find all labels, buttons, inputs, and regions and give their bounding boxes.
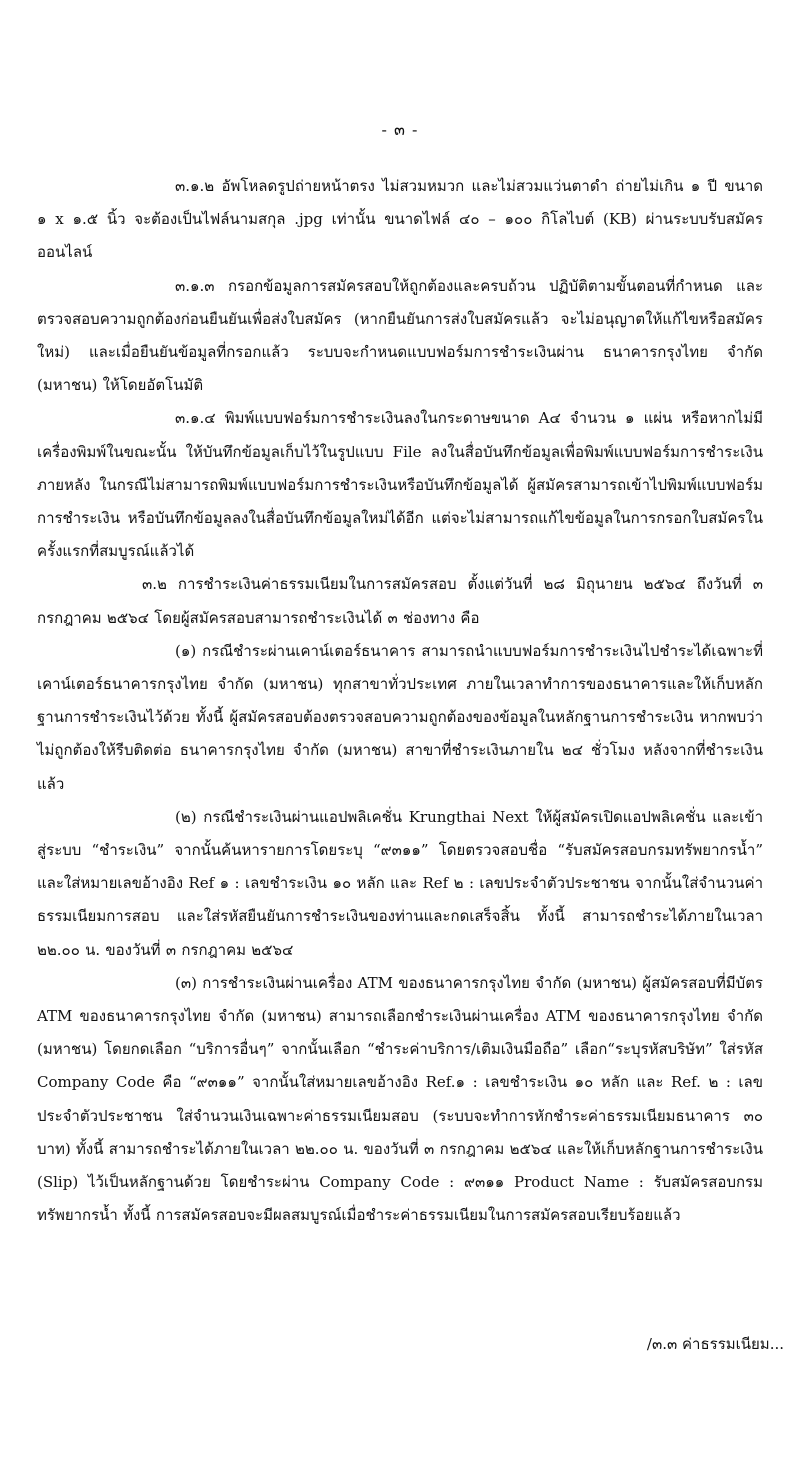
paragraph-3-1-3: ๓.๑.๓ กรอกข้อมูลการสมัครสอบให้ถูกต้องและครบถ้วน ปฏิบัติตามขั้นตอนที่กำหนด และตรวจสอบความถูกต้องก่อนยืนยันเพื่อส่งใบสมัคร (หากยืนยันการส่งใบสมัครแล้ว จะไม่อนุญาตให้แก้ไขหรือสมัครใหม่) และเมื่อยืนยันข้อมูลที่กรอกแล้ว ระบบจะกำหนดแบบฟอร์มการชำระเงินผ่าน ธนาคารกรุงไทย จำกัด (มหาชน) ให้โดยอัตโนมัติ [37,276,763,395]
page-number: - ๓ - [381,120,419,139]
document-body [37,170,763,1233]
paragraph-3-2-2: (๒) กรณีชำระเงินผ่านแอปพลิเคชั่น Krungthai Next ให้ผู้สมัครเปิดแอปพลิเคชั่น และเข้าสู่ระบบ “ชำระเงิน” จากนั้นค้นหารายการโดยระบุ “๙๓๑๑” โดยตรวจสอบชื่อ “รับสมัครสอบกรมทรัพยากรน้ำ” และใส่หมายเลขอ้างอิง Ref ๑ : เลขชำระเงิน ๑๐ หลัก และ Ref ๒ : เลขประจำตัวประชาชน จากนั้นใส่จำนวนค่าธรรมเนียมการสอบ และใส่รหัสยืนยันการชำระเงินของท่านและกดเสร็จสิ้น ทั้งนี้ สามารถชำระได้ภายในเวลา ๒๒.๐๐ น. ของวันที่ ๓ กรกฎาคม ๒๕๖๔ [37,807,763,959]
paragraph-3-2-3: (๓) การชำระเงินผ่านเครื่อง ATM ของธนาคารกรุงไทย จำกัด (มหาชน) ผู้สมัครสอบที่มีบัตร ATM ของธนาคารกรุงไทย จำกัด (มหาชน) สามารถเลือกชำระเงินผ่านเครื่อง ATM ของธนาคารกรุงไทย จำกัด (มหาชน) โดยกดเลือก “บริการอื่นๆ” จากนั้นเลือก “ชำระค่าบริการ/เติมเงินมือถือ” เลือก“ระบุรหัสบริษัท” ใส่รหัส Company Code คือ “๙๓๑๑” จากนั้นใส่หมายเลขอ้างอิง Ref.๑ : เลขชำระเงิน ๑๐ หลัก และ Ref. ๒ : เลขประจำตัวประชาชน ใส่จำนวนเงินเฉพาะค่าธรรมเนียมสอบ (ระบบจะทำการหักชำระค่าธรรมเนียมธนาคาร ๓๐ บาท) ทั้งนี้ สามารถชำระได้ภายในเวลา ๒๒.๐๐ น. ของวันที่ ๓ กรกฎาคม ๒๕๖๔ และให้เก็บหลักฐานการชำระเงิน (Slip) ไว้เป็นหลักฐานด้วย โดยชำระผ่าน Company Code : ๙๓๑๑ Product Name : รับสมัครสอบกรมทรัพยากรน้ำ ทั้งนี้ การสมัครสอบจะมีผลสมบูรณ์เมื่อชำระค่าธรรมเนียมในการสมัครสอบเรียบร้อยแล้ว [37,973,763,1225]
paragraph-3-1-2: ๓.๑.๒ อัพโหลดรูปถ่ายหน้าตรง ไม่สวมหมวก และไม่สวมแว่นตาดำ ถ่ายไม่เกิน ๑ ปี ขนาด ๑ x ๑.๕ นิ้ว จะต้องเป็นไฟล์นามสกุล .jpg เท่านั้น ขนาดไฟล์ ๔๐ – ๑๐๐ กิโลไบต์ (KB) ผ่านระบบรับสมัครออนไลน์ [37,177,764,262]
paragraph-3-2: ๓.๒ การชำระเงินค่าธรรมเนียมในการสมัครสอบ ตั้งแต่วันที่ ๒๘ มิถุนายน ๒๕๖๔ ถึงวันที่ ๓ กรกฎาคม ๒๕๖๔ โดยผู้สมัครสอบสามารถชำระเงินได้ ๓ ช่องทาง คือ [37,575,763,627]
paragraph-3-1-4: ๓.๑.๔ พิมพ์แบบฟอร์มการชำระเงินลงในกระดาษขนาด A๔ จำนวน ๑ แผ่น หรือหากไม่มีเครื่องพิมพ์ในขณะนั้น ให้บันทึกข้อมูลเก็บไว้ในรูปแบบ File ลงในสื่อบันทึกข้อมูลเพื่อพิมพ์แบบฟอร์มการชำระเงินภายหลัง ในกรณีไม่สามารถพิมพ์แบบฟอร์มการชำระเงินหรือบันทึกข้อมูลได้ ผู้สมัครสามารถเข้าไปพิมพ์แบบฟอร์มการชำระเงิน หรือบันทึกข้อมูลลงในสื่อบันทึกข้อมูลใหม่ได้อีก แต่จะไม่สามารถแก้ไขข้อมูลในการกรอกใบสมัครในครั้งแรกที่สมบูรณ์แล้วได้ [37,409,763,561]
continuation-marker: /๓.๓ ค่าธรรมเนียม... [646,1335,784,1353]
paragraph-3-2-1: (๑) กรณีชำระผ่านเคาน์เตอร์ธนาคาร สามารถนำแบบฟอร์มการชำระเงินไปชำระได้เฉพาะที่เคาน์เตอร์ธนาคารกรุงไทย จำกัด (มหาชน) ทุกสาขาทั่วประเทศ ภายในเวลาทำการของธนาคารและให้เก็บหลักฐานการชำระเงินไว้ด้วย ทั้งนี้ ผู้สมัครสอบต้องตรวจสอบความถูกต้องของข้อมูลในหลักฐานการชำระเงิน หากพบว่าไม่ถูกต้องให้รีบติดต่อ ธนาคารกรุงไทย จำกัด (มหาชน) สาขาที่ชำระเงินภายใน ๒๔ ชั่วโมง หลังจากที่ชำระเงินแล้ว [37,641,763,793]
